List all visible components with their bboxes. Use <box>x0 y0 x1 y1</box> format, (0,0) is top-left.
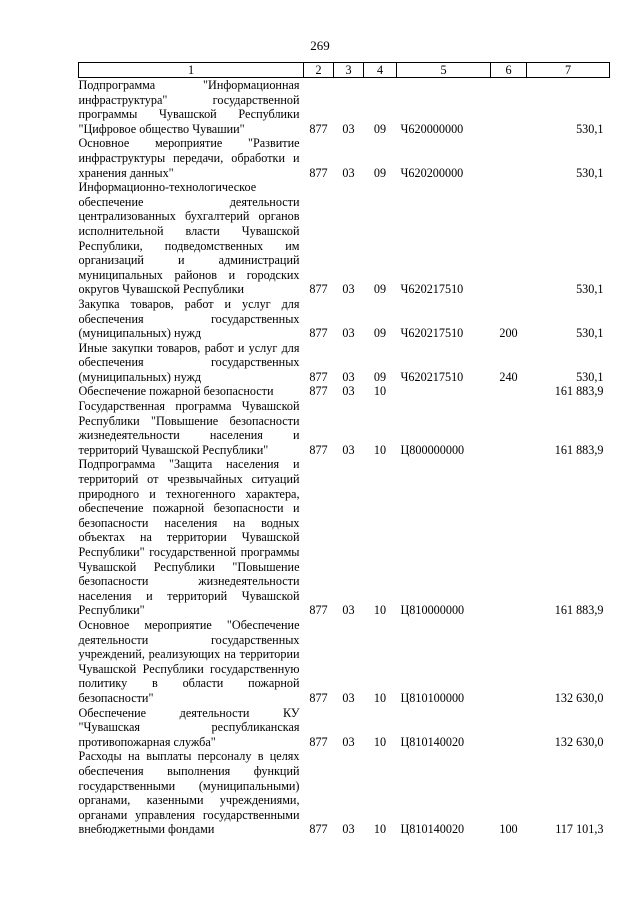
row-section: 03 <box>342 121 355 136</box>
row-expense: 100 <box>499 822 518 837</box>
table-row <box>79 399 610 457</box>
page-number: 269 <box>310 38 330 53</box>
row-subsection: 10 <box>373 442 387 457</box>
row-expense: 200 <box>499 326 518 341</box>
row-section: 03 <box>342 603 355 618</box>
row-expense <box>491 384 527 399</box>
row-ministry: 877 <box>309 326 328 341</box>
header-col-name: 1 <box>79 63 304 78</box>
row-amount: 132 630,0 <box>554 690 604 705</box>
row-name: Основное мероприятие "Развитие инфраструктуры передачи, обработки и хранения данных" <box>78 136 300 180</box>
row-ministry: 877 <box>309 822 328 837</box>
row-ministry: 877 <box>309 165 328 180</box>
row-section: 03 <box>342 165 355 180</box>
table-row <box>79 180 610 297</box>
row-target: Ч620217510 <box>400 326 464 341</box>
row-target: Ц810000000 <box>400 603 465 618</box>
row-expense <box>491 78 527 137</box>
row-amount: 132 630,0 <box>554 734 604 749</box>
row-subsection: 10 <box>373 690 387 705</box>
row-amount: 530,1 <box>576 326 604 341</box>
row-target: Ц810140020 <box>400 734 465 749</box>
header-col-target: 5 <box>397 63 491 78</box>
row-ministry: 877 <box>309 369 328 384</box>
row-subsection: 09 <box>373 326 387 341</box>
row-expense <box>491 706 527 750</box>
row-target: Ч620200000 <box>400 165 464 180</box>
row-target: Ц810100000 <box>400 690 465 705</box>
row-target: Ч620000000 <box>400 121 464 136</box>
row-section: 03 <box>342 442 355 457</box>
row-amount: 117 101,3 <box>555 822 604 837</box>
table-row <box>79 78 610 137</box>
row-name: Обеспечение пожарной безопасности <box>78 384 274 399</box>
row-expense <box>491 180 527 297</box>
row-ministry: 877 <box>309 442 328 457</box>
row-name: Иные закупки товаров, работ и услуг для обеспечения государственных (муниципальных) нужд <box>78 340 300 384</box>
row-section: 03 <box>342 384 355 399</box>
row-subsection: 09 <box>373 282 387 297</box>
table-row <box>79 457 610 618</box>
row-ministry: 877 <box>309 734 328 749</box>
header-col-subsection: 4 <box>364 63 397 78</box>
row-amount: 161 883,9 <box>554 603 604 618</box>
row-amount: 530,1 <box>576 121 604 136</box>
header-col-section: 3 <box>334 63 364 78</box>
row-target: Ц800000000 <box>400 442 465 457</box>
table-row <box>79 749 610 837</box>
row-expense <box>491 399 527 457</box>
row-name: Расходы на выплаты персоналу в целях обеспечения выполнения функций государственными (муниципальными) органами, казенными учреждениями, органами управления государственными внебюджетными фондами <box>78 749 300 837</box>
row-section: 03 <box>342 282 355 297</box>
header-col-expense: 6 <box>491 63 527 78</box>
row-ministry: 877 <box>309 384 328 399</box>
row-subsection: 10 <box>373 734 387 749</box>
row-target: Ц810140020 <box>400 822 465 837</box>
row-amount: 530,1 <box>576 282 604 297</box>
row-ministry: 877 <box>309 282 328 297</box>
table-row <box>79 341 610 385</box>
row-subsection: 10 <box>373 384 387 399</box>
table-row <box>79 618 610 706</box>
row-section: 03 <box>342 326 355 341</box>
row-expense: 240 <box>499 369 518 384</box>
row-ministry: 877 <box>309 690 328 705</box>
budget-table <box>78 62 610 837</box>
row-section: 03 <box>342 690 355 705</box>
row-section: 03 <box>342 734 355 749</box>
row-name: Информационно-технологическое обеспечение деятельности централизованных бухгалтерий органов исполнительной власти Чувашской Республики, подведомственных им организаций и администраций муниципальных районов и городских округов Чувашской Республики <box>78 180 300 297</box>
header-col-ministry: 2 <box>304 63 334 78</box>
row-subsection: 09 <box>373 369 387 384</box>
row-name: Закупка товаров, работ и услуг для обеспечения государственных (муниципальных) нужд <box>78 296 300 341</box>
row-ministry: 877 <box>309 603 328 618</box>
row-name: Подпрограмма "Информационная инфраструктура" государственной программы Чувашской Республики "Цифровое общество Чувашии" <box>78 78 300 136</box>
row-subsection: 09 <box>373 165 387 180</box>
row-expense <box>491 136 527 180</box>
table-header-row <box>79 63 610 78</box>
row-name: Основное мероприятие "Обеспечение деятельности государственных учреждений, реализующих на территории Чувашской Республики государственную политику в области пожарной безопасности" <box>78 617 300 705</box>
table-row <box>79 384 610 399</box>
row-section: 03 <box>342 369 355 384</box>
row-expense <box>491 618 527 706</box>
row-name: Подпрограмма "Защита населения и территорий от чрезвычайных ситуаций природного и техногенного характера, обеспечение пожарной безопасности и безопасности населения на водных объектах на территории Чувашской Республики" государственной программы Чувашской Республики "Повышение безопасности жизнедеятельности населения и территорий Чувашской Республики" <box>78 457 300 618</box>
row-subsection: 10 <box>373 822 387 837</box>
row-subsection: 10 <box>373 603 387 618</box>
table-row <box>79 136 610 180</box>
row-ministry: 877 <box>309 121 328 136</box>
row-amount: 530,1 <box>576 165 604 180</box>
row-subsection: 09 <box>373 121 387 136</box>
row-target: Ч620217510 <box>400 282 464 297</box>
row-target: Ч620217510 <box>400 369 464 384</box>
row-name: Обеспечение деятельности КУ "Чувашская республиканская противопожарная служба" <box>78 705 300 749</box>
row-name: Государственная программа Чувашской Республики "Повышение безопасности жизнедеятельности населения и территорий Чувашской Республики" <box>78 399 300 457</box>
row-amount: 161 883,9 <box>554 384 604 399</box>
table-row <box>79 297 610 341</box>
row-section: 03 <box>342 822 355 837</box>
row-amount: 161 883,9 <box>554 442 604 457</box>
table-row <box>79 706 610 750</box>
row-amount: 530,1 <box>576 369 604 384</box>
row-expense <box>491 457 527 618</box>
header-col-amount: 7 <box>527 63 610 78</box>
row-target <box>397 384 491 399</box>
